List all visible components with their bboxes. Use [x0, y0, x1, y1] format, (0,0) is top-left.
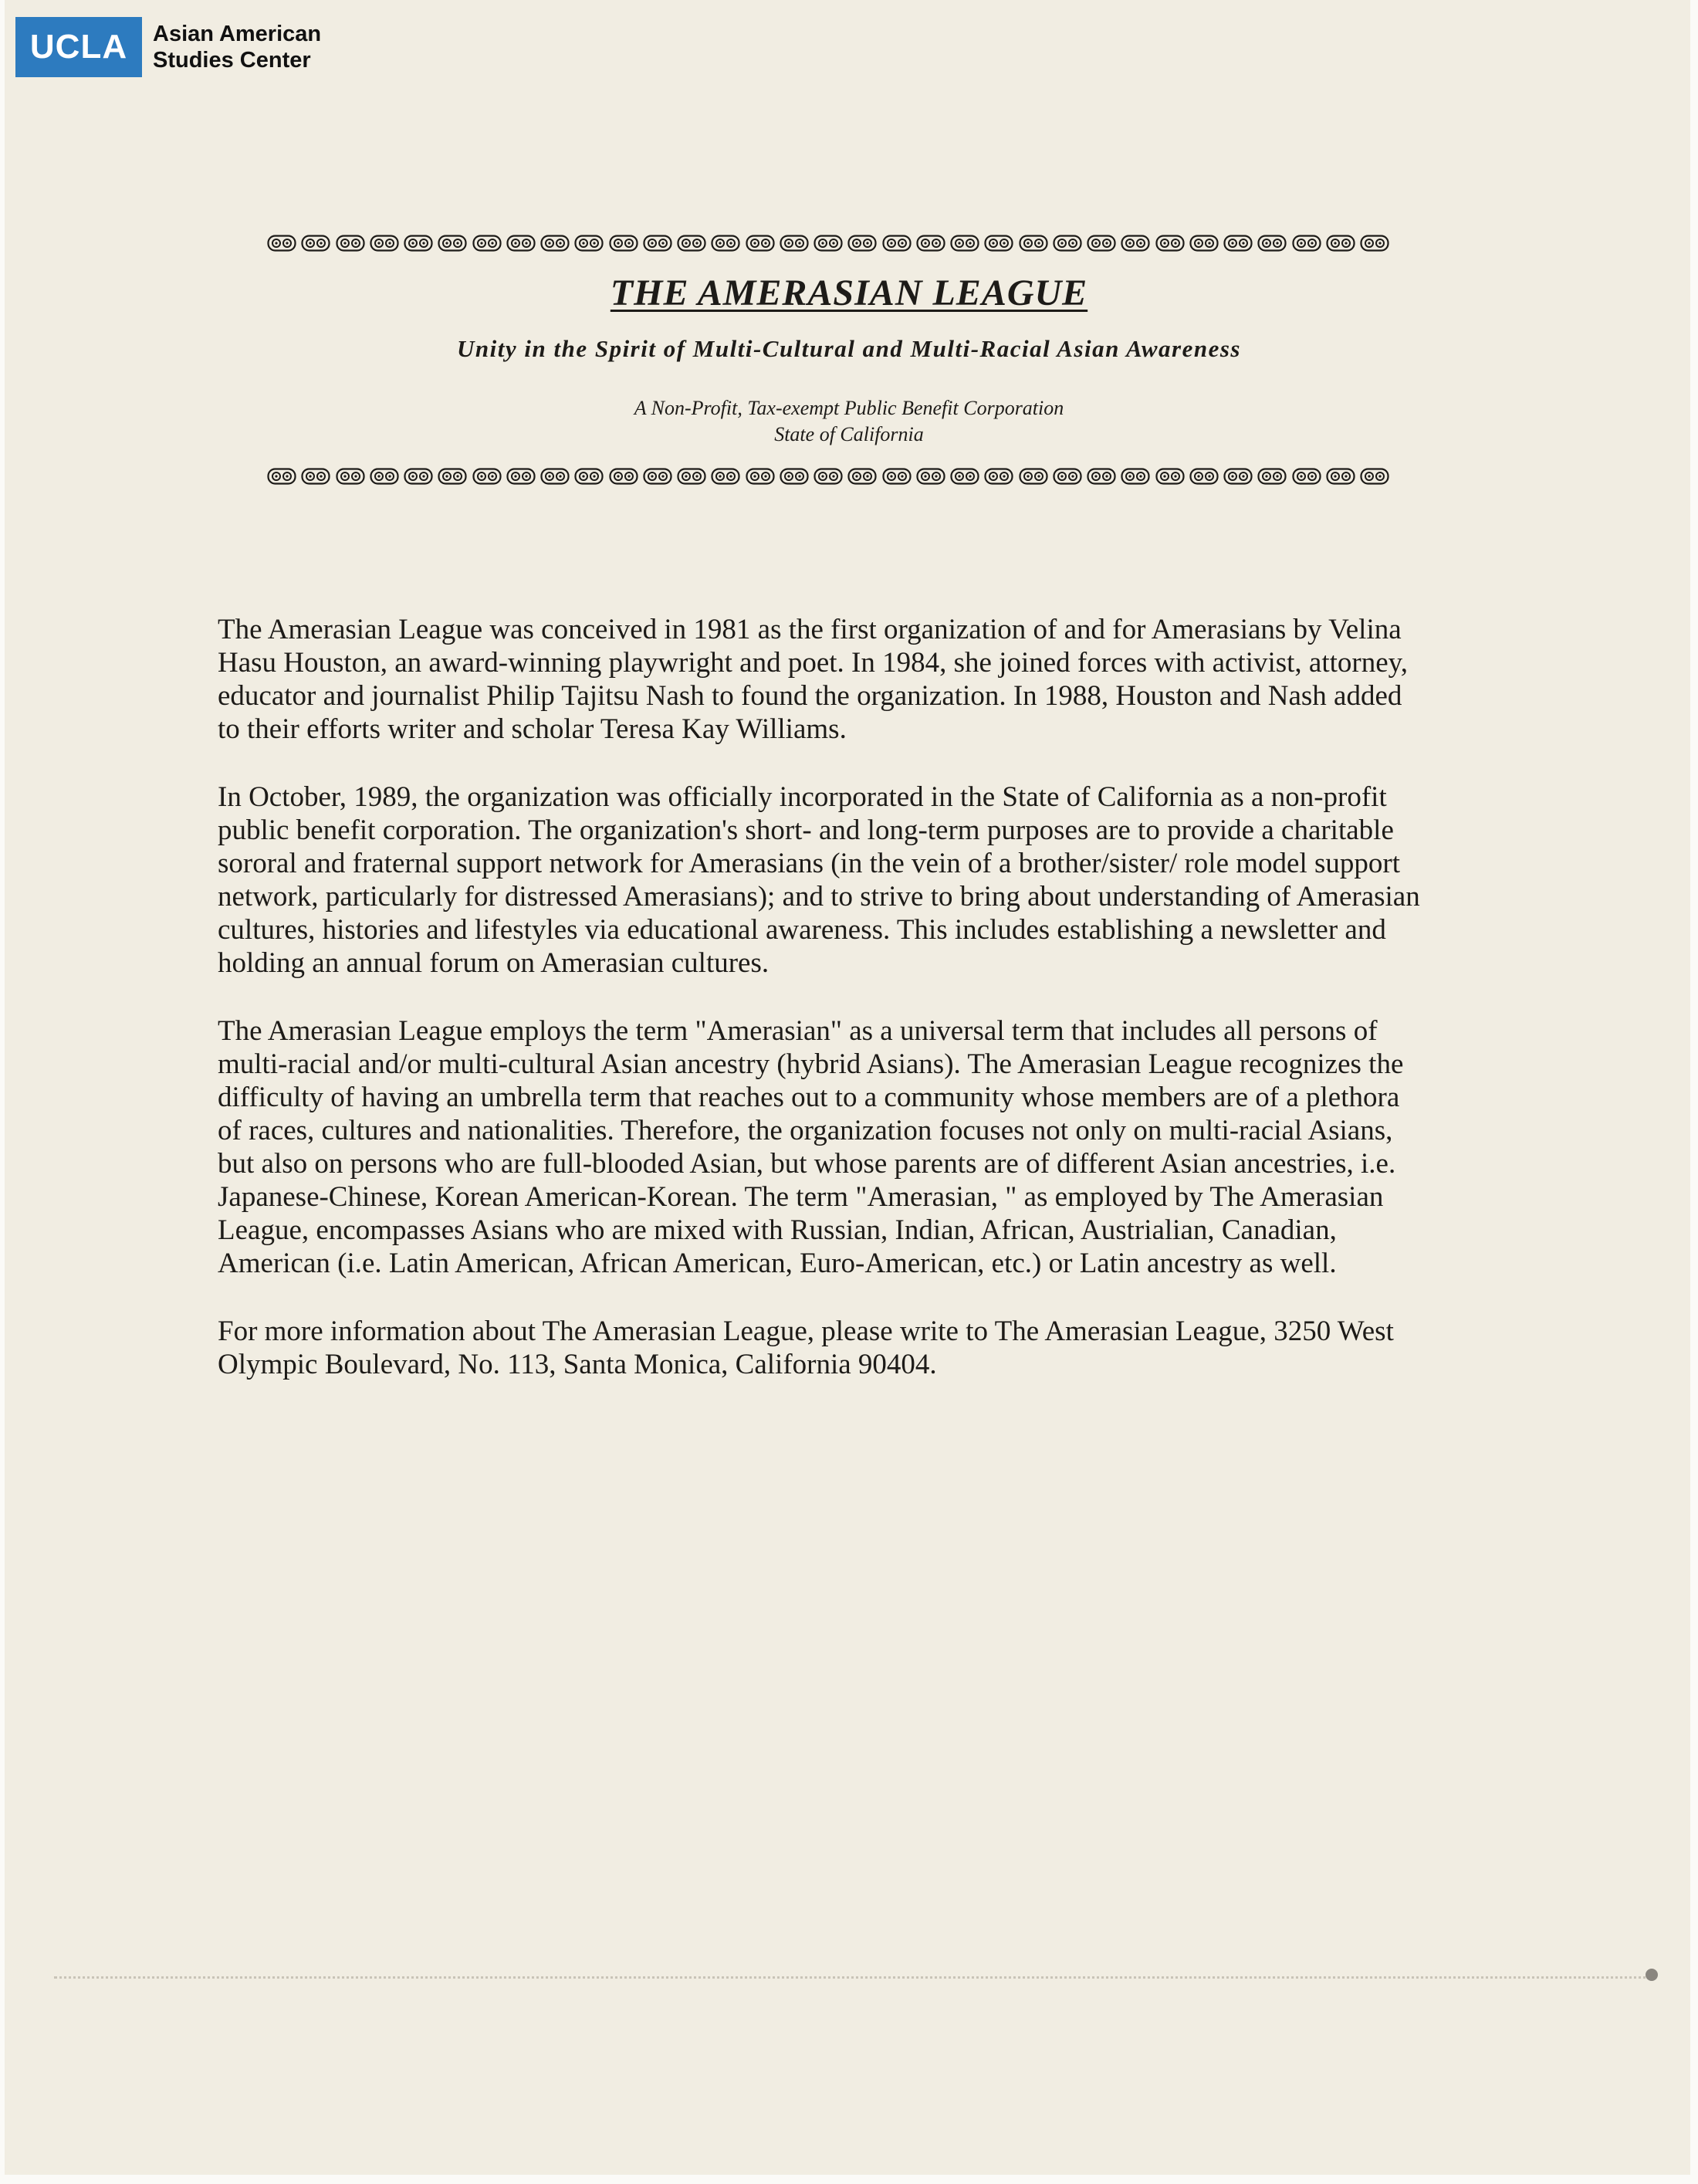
double-spiral-icon: [506, 468, 536, 485]
double-spiral-icon: [267, 468, 296, 485]
double-spiral-icon: [1121, 235, 1150, 252]
document-body: [218, 613, 1422, 1416]
double-spiral-icon: [882, 468, 912, 485]
double-spiral-icon: [984, 235, 1013, 252]
double-spiral-icon: [1053, 235, 1082, 252]
double-spiral-icon: [540, 468, 570, 485]
double-spiral-icon: [1053, 468, 1082, 485]
double-spiral-icon: [267, 235, 296, 252]
ucla-aasc-logo: [15, 17, 321, 77]
double-spiral-icon: [1326, 235, 1355, 252]
paragraph-contact: For more information about The Amerasian League, please write to The Amerasian League, 3250 West Olympic Boulevard, No. 113, Santa Monica, California 90404.: [218, 1315, 1394, 1380]
double-spiral-icon: [472, 235, 502, 252]
double-spiral-icon: [609, 468, 638, 485]
double-spiral-icon: [1121, 468, 1150, 485]
double-spiral-icon: [370, 468, 399, 485]
double-spiral-icon: [1360, 468, 1389, 485]
double-spiral-icon: [1326, 468, 1355, 485]
logo-line-2: Studies Center: [153, 48, 311, 73]
double-spiral-icon: [950, 468, 979, 485]
logo-text: [153, 21, 321, 73]
double-spiral-icon: [336, 468, 365, 485]
ornament-border-top: [267, 233, 1389, 253]
double-spiral-icon: [711, 468, 740, 485]
double-spiral-icon: [780, 235, 809, 252]
double-spiral-icon: [847, 235, 877, 252]
paragraph-incorporation: In October, 1989, the organization was officially incorporated in the State of California as a non-profit public benefit corporation. The organization's short- and long-term purposes are to provide a charitable sororal and fraternal support network for Amerasians (in the vein of a brother/sister/ role model support network, particularly for distressed Amerasians); and to strive to bring about understanding of Amerasian cultures, histories and lifestyles via educational awareness. This includes establishing a newsletter and holding an annual forum on Amerasian cultures.: [218, 781, 1420, 979]
double-spiral-icon: [711, 235, 740, 252]
double-spiral-icon: [438, 468, 467, 485]
double-spiral-icon: [746, 235, 775, 252]
letterhead-subtitle-2: State of California: [774, 423, 924, 445]
double-spiral-icon: [1223, 235, 1253, 252]
double-spiral-icon: [677, 235, 706, 252]
double-spiral-icon: [1292, 468, 1321, 485]
double-spiral-icon: [1155, 468, 1185, 485]
ornament-border-bottom: [267, 466, 1389, 486]
double-spiral-icon: [847, 468, 877, 485]
double-spiral-icon: [1087, 235, 1116, 252]
double-spiral-icon: [301, 235, 330, 252]
scan-artifact-dot: [1646, 1969, 1658, 1981]
logo-line-1: Asian American: [153, 22, 322, 46]
double-spiral-icon: [643, 235, 672, 252]
double-spiral-icon: [438, 235, 467, 252]
double-spiral-icon: [404, 468, 433, 485]
double-spiral-icon: [370, 235, 399, 252]
double-spiral-icon: [746, 468, 775, 485]
double-spiral-icon: [1019, 235, 1048, 252]
double-spiral-icon: [916, 468, 945, 485]
letterhead-subtitle-1: A Non-Profit, Tax-exempt Public Benefit Corporation: [634, 397, 1064, 419]
double-spiral-icon: [1087, 468, 1116, 485]
double-spiral-icon: [336, 235, 365, 252]
double-spiral-icon: [404, 235, 433, 252]
letterhead-motto: Unity in the Spirit of Multi-Cultural and Multi-Racial Asian Awareness: [457, 335, 1241, 362]
double-spiral-icon: [540, 235, 570, 252]
double-spiral-icon: [1257, 468, 1287, 485]
letterhead-title: THE AMERASIAN LEAGUE: [610, 273, 1088, 313]
double-spiral-icon: [1189, 468, 1219, 485]
double-spiral-icon: [813, 468, 843, 485]
double-spiral-icon: [1292, 235, 1321, 252]
ucla-badge: UCLA: [15, 17, 142, 77]
double-spiral-icon: [813, 235, 843, 252]
paragraph-history: The Amerasian League was conceived in 1981 as the first organization of and for Amerasians by Velina Hasu Houston, an award-winning playwright and poet. In 1984, she joined forces with activist, attorney, educator and journalist Philip Tajitsu Nash to found the organization. In 1988, Houston and Nash added to their efforts writer and scholar Teresa Kay Williams.: [218, 614, 1409, 745]
double-spiral-icon: [574, 468, 604, 485]
scan-artifact-line: [54, 1976, 1652, 1979]
double-spiral-icon: [1019, 468, 1048, 485]
double-spiral-icon: [643, 468, 672, 485]
double-spiral-icon: [1223, 468, 1253, 485]
double-spiral-icon: [1189, 235, 1219, 252]
double-spiral-icon: [609, 235, 638, 252]
double-spiral-icon: [472, 468, 502, 485]
double-spiral-icon: [1155, 235, 1185, 252]
double-spiral-icon: [506, 235, 536, 252]
double-spiral-icon: [780, 468, 809, 485]
double-spiral-icon: [677, 468, 706, 485]
double-spiral-icon: [301, 468, 330, 485]
paragraph-terminology: The Amerasian League employs the term "Amerasian" as a universal term that includes all persons of multi-racial and/or multi-cultural Asian ancestry (hybrid Asians). The Amerasian League recognizes the difficulty of having an umbrella term that reaches out to a community whose members are of a plethora of races, cultures and nationalities. Therefore, the organization focuses not only on multi-racial Asians, but also on persons who are full-blooded Asian, but whose parents are of different Asian ancestries, i.e. Japanese-Chinese, Korean American-Korean. The term "Amerasian, " as employed by The Amerasian League, encompasses Asians who are mixed with Russian, Indian, African, Austrialian, Canadian, American (i.e. Latin American, African American, Euro-American, etc.) or Latin ancestry as well.: [218, 1015, 1404, 1279]
double-spiral-icon: [574, 235, 604, 252]
double-spiral-icon: [916, 235, 945, 252]
double-spiral-icon: [984, 468, 1013, 485]
double-spiral-icon: [950, 235, 979, 252]
double-spiral-icon: [1360, 235, 1389, 252]
double-spiral-icon: [1257, 235, 1287, 252]
double-spiral-icon: [882, 235, 912, 252]
